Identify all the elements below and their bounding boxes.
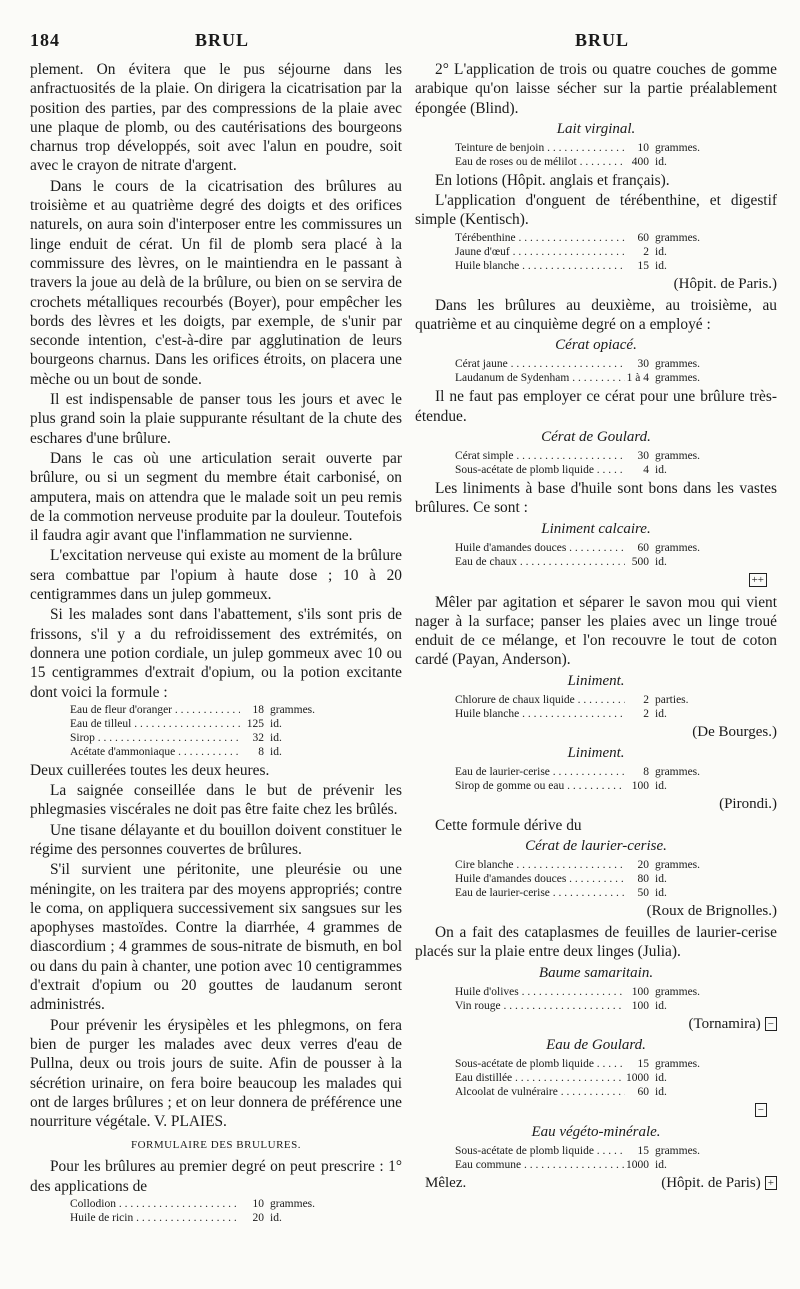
paragraph: En lotions (Hôpit. anglais et français).: [435, 171, 670, 189]
recipe-row: Cire blanche . . . 20 grammes.: [455, 858, 777, 872]
recipe-row: Jaune d'œuf . . . 2 id.: [455, 245, 777, 259]
recipe-row: Eau de roses ou de mélilot . . . 400 id.: [455, 155, 777, 169]
boxed-marker: ++: [749, 573, 767, 587]
paragraph: Cette formule dérive du: [435, 816, 582, 834]
recipe-row: Laudanum de Sydenham . . . 1 à 4 grammes.: [455, 371, 777, 385]
recipe-row: Eau commune . . . 1000 id.: [455, 1158, 777, 1172]
recipe-table: [455, 1057, 777, 1099]
right-column: [415, 60, 777, 1195]
recipe-row: Térébenthine . . . 60 grammes.: [455, 231, 777, 245]
attribution: [415, 1015, 777, 1034]
recipe-table: [455, 541, 777, 569]
recipe-table: [455, 693, 777, 721]
recipe-row: Huile blanche . . . 15 id.: [455, 259, 777, 273]
paragraph: Il est indispensable de panser tous les jours et avec le plus grand soin la plaie suppurante résultant de la chute des eschares d'une brûlure.: [30, 391, 402, 447]
recipe-row: Acétate d'ammoniaque . . . 8 id.: [70, 745, 402, 759]
paragraph: 2° L'application de trois ou quatre couches de gomme arabique qu'on laisse sécher sur la partie préalablement épongée (Blind).: [415, 61, 777, 117]
recipe-row: Eau de chaux . . . 500 id.: [455, 555, 777, 569]
recipe-row: Huile d'olives . . . 100 grammes.: [455, 985, 777, 999]
recipe-table: [455, 449, 777, 477]
page-number: 184: [30, 30, 60, 50]
recipe-table: [70, 1197, 402, 1225]
recipe-row: Eau distillée . . . 1000 id.: [455, 1071, 777, 1085]
formula-title: Lait virginal.: [556, 120, 636, 137]
recipe-row: Cérat simple . . . 30 grammes.: [455, 449, 777, 463]
running-head-left: BRUL: [195, 30, 250, 50]
formula-title: Liniment.: [567, 744, 625, 761]
recipe-table: [455, 1144, 777, 1172]
paragraph: Deux cuillerées toutes les deux heures.: [30, 761, 270, 779]
attribution-text: (Tornamira): [688, 1015, 761, 1032]
paragraph: On a fait des cataplasmes de feuilles de laurier-cerise placés sur la plaie entre deux linges (Julia).: [415, 924, 777, 961]
formula-title: Eau de Goulard.: [546, 1036, 646, 1053]
paragraph: Mêler par agitation et séparer le savon mou qui vient nager à la surface; panser les plaies avec un linge troué enduit de ce mélange, et l'on recouvre le tout de coton cardé (Payan, Anderson).: [415, 593, 777, 669]
running-head-right: BRUL: [575, 30, 630, 50]
attribution: (Roux de Brignolles.): [646, 903, 777, 920]
boxed-marker: −: [765, 1017, 777, 1031]
closing-instruction: Mêlez.: [425, 1174, 467, 1191]
recipe-table: [455, 858, 777, 900]
paragraph: Les liniments à base d'huile sont bons dans les vastes brûlures. Ce sont :: [415, 479, 777, 517]
boxed-marker: +: [765, 1176, 777, 1190]
paragraph: Si les malades sont dans l'abattement, s'ils sont pris de frissons, s'il y a du refroidissement des extrémités, on donnera une potion cordiale, un julep gommeux avec 10 ou 15 centigrammes d'extrait d'opium, ou la potion excitante dont voici la formule :: [30, 606, 402, 701]
recipe-row: Chlorure de chaux liquide . . . 2 parties.: [455, 693, 777, 707]
recipe-row: Huile de ricin . . . 20 id.: [70, 1211, 402, 1225]
formula-title: Eau végéto-minérale.: [531, 1123, 661, 1140]
recipe-table: [455, 985, 777, 1013]
paragraph: La saignée conseillée dans le but de prévenir les phlegmasies viscérales ne doit pas être faite chez les brûlés.: [30, 782, 402, 819]
left-column: [30, 60, 402, 1227]
marker-line: [415, 571, 767, 589]
paragraph: L'application d'onguent de térébenthine, et digestif simple (Kentisch).: [415, 192, 777, 229]
recipe-row: Sirop . . . 32 id.: [70, 731, 402, 745]
recipe-row: Vin rouge . . . 100 id.: [455, 999, 777, 1013]
recipe-row: Eau de laurier-cerise . . . 50 id.: [455, 886, 777, 900]
paragraph: S'il survient une péritonite, une pleurésie ou une méningite, on les traitera par des moyens appropriés; contre le coma, on appliquera successivement six sangsues sur les apophyses mastoïdes. Contre la diarrhée, 4 grammes de diascordium ; 4 grammes de sous-nitrate de bismuth, en bol ou dans du pain à chanter, une potion avec 10 centigrammes d'extrait d'opium ou 20 gouttes de laudanum seront administrés.: [30, 861, 402, 1014]
recipe-row: Cérat jaune . . . 30 grammes.: [455, 357, 777, 371]
recipe-row: Huile d'amandes douces . . . 60 grammes.: [455, 541, 777, 555]
formula-title: Cérat opiacé.: [555, 337, 637, 354]
attribution: (Hôpit. de Paris) +: [661, 1174, 777, 1193]
recipe-table: [455, 231, 777, 273]
formula-title: Liniment calcaire.: [541, 520, 651, 537]
paragraph: Dans le cours de la cicatrisation des brûlures au troisième et au quatrième degré des doigts et des orifices naturels, on aura soin d'interposer entre les commissures un linge enduit de cérat. Un fil de plomb sera placé à la commissure des lèvres, on le maintiendra en le passant à travers la joue au delà de la brûlure, ou bien on se servira de crochets métalliques recourbés (Boyer), pour empêcher les bords des lèvres et les doigts, par exemple, de s'unir par seconde intention, c'est-à-dire par agglutination de leurs bourgeons charnus. Dans les orifices étroits, on placera une mèche ou un bout de sonde.: [30, 177, 402, 388]
attribution: (Hôpit. de Paris.): [673, 275, 777, 292]
recipe-row: Eau de laurier-cerise . . . 8 grammes.: [455, 765, 777, 779]
recipe-row: Sous-acétate de plomb liquide . . . 4 id.: [455, 463, 777, 477]
recipe-row: Sirop de gomme ou eau . . . 100 id.: [455, 779, 777, 793]
section-title: FORMULAIRE DES BRULURES.: [131, 1139, 301, 1152]
paragraph: Dans le cas où une articulation serait ouverte par brûlure, ou si un segment du membre était carbonisé, on amputera, mais on attendra que le malade soit un peu remis de la commotion nerveuse produite par la douleur. Toutefois il faudra agir avant que l'inflammation ne survienne.: [30, 449, 402, 545]
paragraph: L'excitation nerveuse qui existe au moment de la brûlure sera combattue par l'opium à haute dose ; 10 à 20 centigrammes dans un julep gommeux.: [30, 547, 402, 604]
boxed-marker: −: [755, 1103, 767, 1117]
recipe-row: Huile blanche . . . 2 id.: [455, 707, 777, 721]
recipe-row: Sous-acétate de plomb liquide . . . 15 grammes.: [455, 1144, 777, 1158]
paragraph: Dans les brûlures au deuxième, au troisième, au quatrième et au cinquième degré on a employé :: [415, 296, 777, 334]
formula-title: Cérat de Goulard.: [541, 428, 651, 445]
attribution: (Pirondi.): [719, 795, 777, 812]
recipe-row: Eau de fleur d'oranger . . . 18 grammes.: [70, 703, 402, 717]
recipe-row: Collodion . . . 10 grammes.: [70, 1197, 402, 1211]
closing-line: [415, 1174, 777, 1193]
recipe-table: [455, 357, 777, 385]
attribution: (De Bourges.): [692, 723, 777, 740]
paragraph: Pour prévenir les érysipèles et les phlegmons, on fera bien de purger les malades avec deux verres d'eau de Pullna, deux ou trois jours de suite. Afin de pousser à la sécrétion urinaire, on fera boire beaucoup les malades qui ont de larges brûlures ; et on leur donnera de préférence une nourriture végétale. V. PLAIES.: [30, 1016, 402, 1131]
recipe-row: Alcoolat de vulnéraire . . . 60 id.: [455, 1085, 777, 1099]
marker-line: [415, 1101, 767, 1119]
paragraph: Il ne faut pas employer ce cérat pour une brûlure très-étendue.: [415, 388, 777, 425]
recipe-table: [455, 141, 777, 169]
paragraph: Pour les brûlures au premier degré on peut prescrire : 1° des applications de: [30, 1158, 402, 1195]
recipe-row: Teinture de benjoin . . . 10 grammes.: [455, 141, 777, 155]
formula-title: Liniment.: [567, 672, 625, 689]
recipe-row: Huile d'amandes douces . . . 80 id.: [455, 872, 777, 886]
recipe-row: Eau de tilleul . . . 125 id.: [70, 717, 402, 731]
formula-title: Cérat de laurier-cerise.: [525, 838, 667, 855]
paragraph: plement. On évitera que le pus séjourne dans les anfractuosités de la plaie. On dirigera la cicatrisation par la position des parties, par des compressions de la plaie avec une plaque de plomb, ou des cautérisations des bourgeons charnus trop développés, soit avec l'alun en poudre, soit avec le crayon de nitrate d'argent.: [30, 61, 402, 175]
paragraph: Une tisane délayante et du bouillon doivent constituer le régime des personnes couvertes de brûlures.: [30, 821, 402, 858]
recipe-row: Sous-acétate de plomb liquide . . . 15 grammes.: [455, 1057, 777, 1071]
recipe-table: [455, 765, 777, 793]
recipe-table: [70, 703, 402, 759]
formula-title: Baume samaritain.: [538, 964, 654, 981]
